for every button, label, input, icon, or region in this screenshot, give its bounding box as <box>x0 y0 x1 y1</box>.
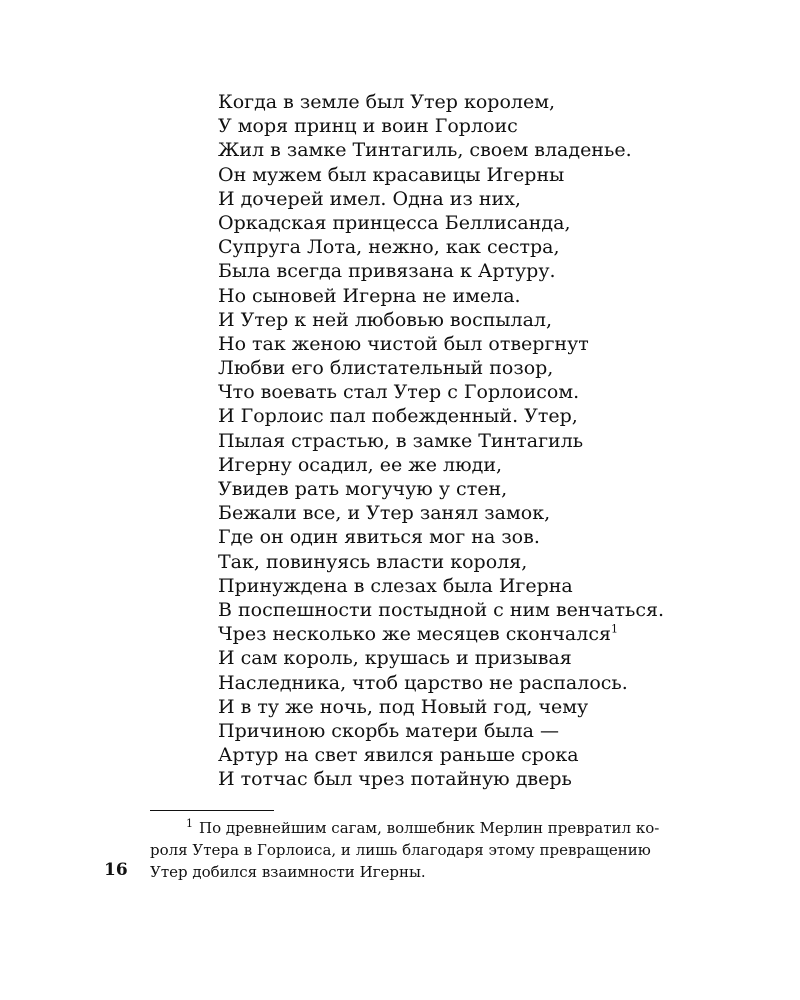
poem-line <box>218 187 738 211</box>
poem-line <box>218 598 738 622</box>
poem-line-text: И сам король, крушась и призывая <box>218 647 572 670</box>
footnote-divider <box>150 810 274 811</box>
footnote-line-1 <box>150 817 710 839</box>
poem-line <box>218 695 738 719</box>
poem-line-text: В поспешности постыдной с ним венчаться. <box>218 598 664 621</box>
poem-line-text: И тотчас был чрез потайную дверь <box>218 768 572 791</box>
poem-line <box>218 525 738 549</box>
footnote-reference: 1 <box>610 622 618 636</box>
poem-line-text: Он мужем был красавицы Игерны <box>218 163 565 186</box>
poem-line <box>218 453 738 477</box>
poem-line <box>218 404 738 428</box>
poem-line-text: Бежали все, и Утер занял замок, <box>218 502 551 525</box>
poem-line <box>218 114 738 138</box>
poem-line <box>218 259 738 283</box>
poem-line-text: У моря принц и воин Горлоис <box>218 115 518 138</box>
poem-line <box>218 356 738 380</box>
poem-line-text: И Горлоис пал побежденный. Утер, <box>218 405 578 428</box>
poem-line-text: Оркадская принцесса Беллисанда, <box>218 211 571 234</box>
footnote-marker: 1 <box>186 817 193 830</box>
poem-line <box>218 138 738 162</box>
poem-line-text: Супруга Лота, нежно, как сестра, <box>218 236 560 259</box>
poem-line <box>218 90 738 114</box>
poem-line-text: Увидев рать могучую у стен, <box>218 478 508 500</box>
poem-line-text: Артур на свет явился раньше срока <box>218 744 579 767</box>
poem-line-text: Причиною скорбь матери была — <box>218 719 559 742</box>
poem-line <box>218 477 738 501</box>
poem-line <box>218 671 738 695</box>
poem-line <box>218 284 738 308</box>
footnote-line-3: Утер добился взаимности Игерны. <box>150 863 426 881</box>
footnote-text-1: По древнейшим сагам, волшебник Мерлин превратил ко- <box>199 819 660 837</box>
poem-line-text: Наследника, чтоб царство не распалось. <box>218 671 628 694</box>
poem-line-text: Чрез несколько же месяцев скончался <box>218 623 611 646</box>
poem-line <box>218 235 738 259</box>
poem-line <box>218 743 738 767</box>
poem-line <box>218 550 738 574</box>
poem-line <box>218 308 738 332</box>
poem-line-text: Пылая страстью, в замке Тинтагиль <box>218 429 584 452</box>
poem-line-text: Была всегда привязана к Артуру. <box>218 260 556 283</box>
poem-line <box>218 574 738 598</box>
poem-line <box>218 429 738 453</box>
poem-line <box>218 163 738 187</box>
poem-line <box>218 646 738 670</box>
poem-line <box>218 767 738 791</box>
poem-line-text: И в ту же ночь, под Новый год, чему <box>218 695 589 718</box>
poem-line <box>218 501 738 525</box>
poem-line-text: И дочерей имел. Одна из них, <box>218 187 521 210</box>
poem-line <box>218 332 738 356</box>
poem-line-text: И Утер к ней любовью воспылал, <box>218 308 553 331</box>
page-number: 16 <box>104 860 128 880</box>
poem-line <box>218 622 738 646</box>
poem-line-text: Любви его блистательный позор, <box>218 357 554 380</box>
footnote-line-2: роля Утера в Горлоиса, и лишь благодаря этому превращению <box>150 841 651 859</box>
poem-line <box>218 211 738 235</box>
poem-line-text: Когда в земле был Утер королем, <box>218 91 556 113</box>
poem-line-text: Принуждена в слезах была Игерна <box>218 574 573 597</box>
poem-line-text: Но так женою чистой был отвергнут <box>218 332 589 355</box>
footnote <box>150 817 710 883</box>
poem-line-text: Так, повинуясь власти короля, <box>218 550 528 573</box>
poem-line <box>218 380 738 404</box>
poem-line-text: Что воевать стал Утер с Горлоисом. <box>218 381 580 404</box>
poem-text <box>218 90 738 791</box>
poem-line-text: Но сыновей Игерна не имела. <box>218 284 521 307</box>
poem-line <box>218 719 738 743</box>
poem-line-text: Где он один явиться мог на зов. <box>218 526 540 549</box>
poem-line-text: Игерну осадил, ее же люди, <box>218 453 503 476</box>
poem-line-text: Жил в замке Тинтагиль, своем владенье. <box>218 139 632 162</box>
